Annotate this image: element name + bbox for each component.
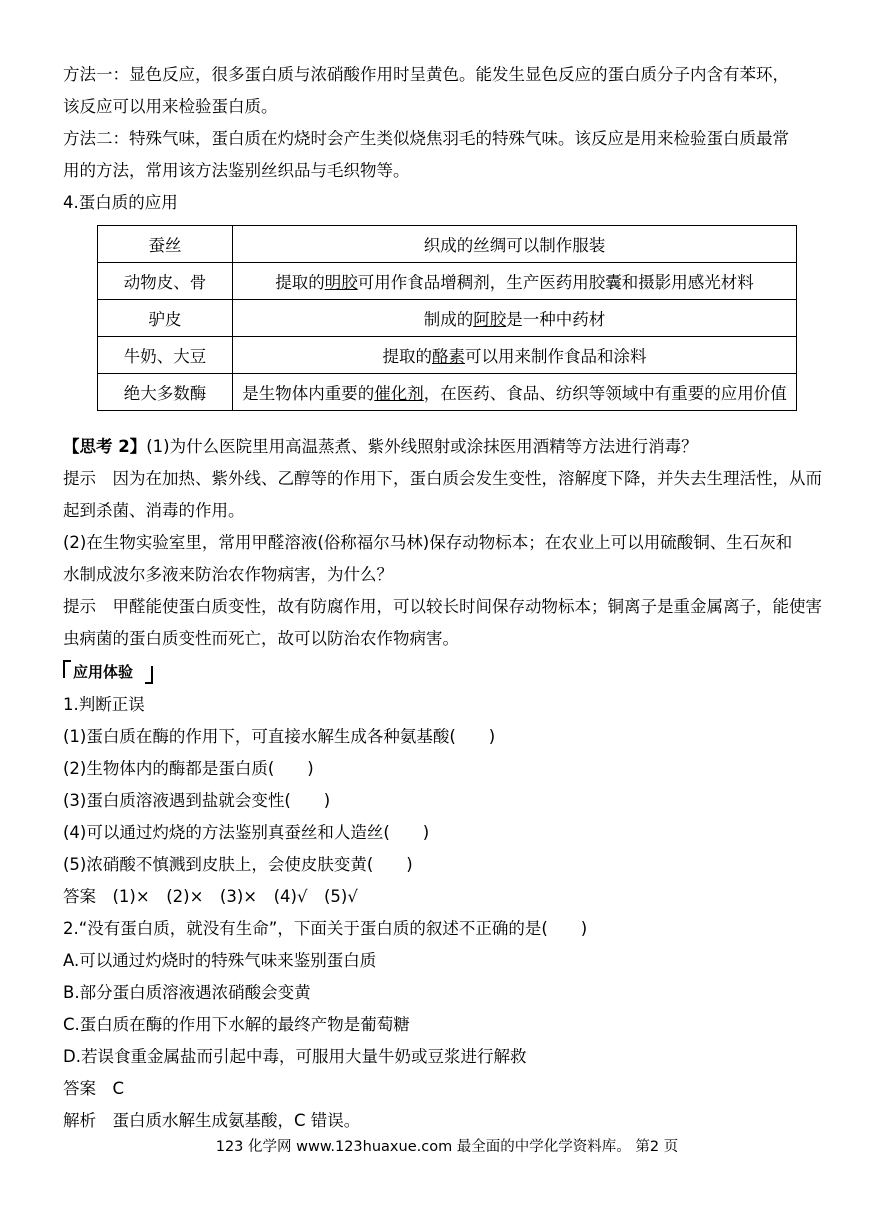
method1-line1: 方法一：显色反应，很多蛋白质与浓硝酸作用时呈黄色。能发生显色反应的蛋白质分子内含有苯环， — [63, 65, 789, 84]
key-term: 阿胶 — [473, 310, 507, 329]
table-cell-source: 绝大多数酶 — [98, 374, 233, 411]
table-row — [98, 263, 797, 300]
page-footer: 123 化学网 www.123huaxue.com 最全面的中学化学资料库。 第2 页 — [215, 1139, 679, 1155]
think2-question2-line1: (2)在生物实验室里，常用甲醛溶液(俗称福尔马林)保存动物标本；在农业上可以用硫酸铜、生石灰和 — [63, 533, 793, 552]
table-cell-source: 动物皮、骨 — [98, 263, 233, 300]
close-bracket-icon — [145, 666, 153, 684]
option-d: D.若误食重金属盐而引起中毒，可服用大量牛奶或豆浆进行解救 — [63, 1047, 527, 1066]
think2-label: 【思考 2】 — [63, 437, 147, 456]
think2-question1: 【思考 2】(1)为什么医院里用高温蒸煮、紫外线照射或涂抹医用酒精等方法进行消毒？ — [63, 437, 698, 456]
table-row — [98, 226, 797, 263]
answer-1: 答案 (1)× (2)× (3)× (4)√ (5)√ — [63, 887, 358, 906]
method2-line1: 方法二：特殊气味，蛋白质在灼烧时会产生类似烧焦羽毛的特殊气味。该反应是用来检验蛋白质最常 — [63, 129, 789, 148]
key-term: 催化剂 — [374, 384, 424, 403]
table-cell-use: 是生物体内重要的催化剂，在医药、食品、纺织等领域中有重要的应用价值 — [233, 374, 797, 411]
judge-item-1: (1)蛋白质在酶的作用下，可直接水解生成各种氨基酸( ) — [63, 727, 496, 746]
judge-item-2: (2)生物体内的酶都是蛋白质( ) — [63, 759, 314, 778]
judge-item-5: (5)浓硝酸不慎溅到皮肤上，会使皮肤变黄( ) — [63, 855, 413, 874]
section4-title: 4.蛋白质的应用 — [63, 193, 178, 212]
think2-hint2-line2: 虫病菌的蛋白质变性而死亡，故可以防治农作物病害。 — [63, 629, 459, 648]
method1-line2: 该反应可以用来检验蛋白质。 — [63, 97, 278, 116]
judge-item-4: (4)可以通过灼烧的方法鉴别真蚕丝和人造丝( ) — [63, 823, 430, 842]
think2-hint2-line1: 提示 甲醛能使蛋白质变性，故有防腐作用，可以较长时间保存动物标本；铜离子是重金属离子，能使害 — [63, 597, 822, 616]
table-cell-source: 牛奶、大豆 — [98, 337, 233, 374]
table-cell-source: 驴皮 — [98, 300, 233, 337]
table-cell-use: 织成的丝绸可以制作服装 — [233, 226, 797, 263]
option-b: B.部分蛋白质溶液遇浓硝酸会变黄 — [63, 983, 311, 1002]
option-a: A.可以通过灼烧时的特殊气味来鉴别蛋白质 — [63, 951, 377, 970]
practice-q1-title: 1.判断正误 — [63, 695, 145, 714]
answer-2: 答案 C — [63, 1079, 125, 1098]
protein-applications-table — [97, 225, 797, 411]
practice-section-title: 应用体验 — [63, 660, 183, 684]
table-row — [98, 374, 797, 411]
think2-question2-line2: 水制成波尔多液来防治农作物病害，为什么？ — [63, 565, 393, 584]
think2-hint1-line1: 提示 因为在加热、紫外线、乙醇等的作用下，蛋白质会发生变性，溶解度下降，并失去生理活性，从而 — [63, 469, 822, 488]
table-row — [98, 337, 797, 374]
open-bracket-icon — [63, 660, 71, 678]
table-cell-use: 制成的阿胶是一种中药材 — [233, 300, 797, 337]
table-cell-source: 蚕丝 — [98, 226, 233, 263]
practice-q2-stem: 2.“没有蛋白质，就没有生命”，下面关于蛋白质的叙述不正确的是( ) — [63, 919, 588, 938]
method2-line2: 用的方法，常用该方法鉴别丝织品与毛织物等。 — [63, 161, 410, 180]
key-term: 明胶 — [324, 273, 358, 292]
key-term: 酪素 — [432, 347, 465, 366]
table-cell-use: 提取的酪素可以用来制作食品和涂料 — [233, 337, 797, 374]
table-row — [98, 300, 797, 337]
table-cell-use: 提取的明胶可用作食品增稠剂，生产医药用胶囊和摄影用感光材料 — [233, 263, 797, 300]
option-c: C.蛋白质在酶的作用下水解的最终产物是葡萄糖 — [63, 1015, 410, 1034]
think2-hint1-line2: 起到杀菌、消毒的作用。 — [63, 501, 245, 520]
judge-item-3: (3)蛋白质溶液遇到盐就会变性( ) — [63, 791, 331, 810]
analysis: 解析 蛋白质水解生成氨基酸，C 错误。 — [63, 1111, 361, 1130]
